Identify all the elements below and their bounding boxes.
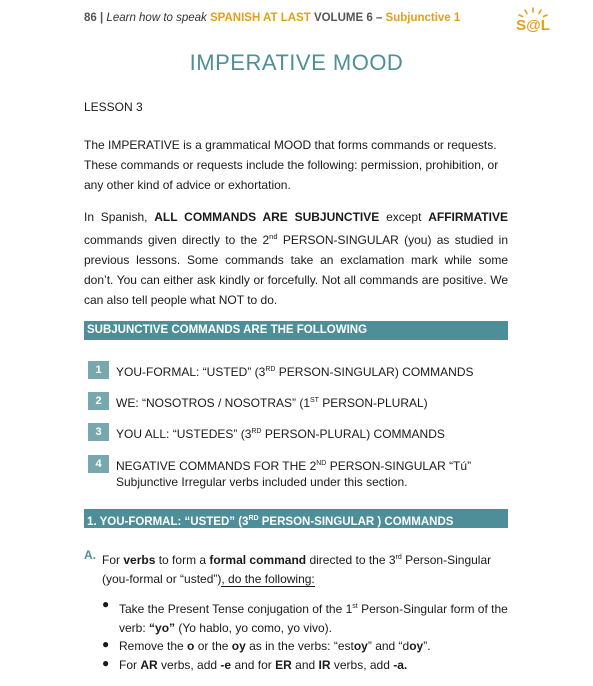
section-heading-subjunctive-commands: SUBJUNCTIVE COMMANDS ARE THE FOLLOWING [84,321,508,340]
part-a-label: A. [84,548,96,562]
list-item: YOU ALL: “USTEDES” (3RD PERSON-PLURAL) COMMANDS [116,427,445,441]
header-italic: Learn how to speak [106,12,207,24]
svg-text:S@L: S@L [516,17,550,34]
running-header [84,12,504,24]
list-item-note: Subjunctive Irregular verbs included under this section. [116,475,408,489]
section-heading-usted-commands: 1. YOU-FORMAL: “USTED” (3RD PERSON-SINGULAR ) COMMANDS [84,509,508,528]
list-item: YOU-FORMAL: “USTED” (3RD PERSON-SINGULAR) COMMANDS [116,365,474,379]
item-number-badge: 1 [88,361,109,379]
bullet-dot-icon: ● [102,656,110,670]
item-number-badge: 3 [88,423,109,441]
page-title: IMPERATIVE MOOD [189,50,404,75]
header-volume: VOLUME 6 – [313,12,383,24]
item-number-badge: 2 [88,392,109,410]
header-brand: SPANISH AT LAST [210,12,311,24]
part-a-text: For verbs to form a formal command directed to the 3rd Person-Singular (you-formal or “usted”), do the following: [102,553,492,586]
intro-paragraph: The IMPERATIVE is a grammatical MOOD that forms commands or requests. These commands or requests include the following: permission, prohibition, or any other kind of advice or exhortation. [84,138,499,192]
bullet-dot-icon: ● [102,637,110,651]
page-number: 86 | [84,12,104,24]
bullet-dot-icon: ● [102,597,110,611]
list-item: NEGATIVE COMMANDS FOR THE 2ND PERSON-SINGULAR “Tú” [116,459,472,473]
sun-logo-icon [511,6,555,34]
item-number-badge: 4 [88,455,109,473]
spanish-commands-paragraph: In Spanish, ALL COMMANDS ARE SUBJUNCTIVE except AFFIRMATIVE commands given directly to the 2nd PERSON-SINGULAR (you) as studied in previous lessons. Some commands take an exclamation mark while some don’t. You can either ask kindly or forcefully. Not all commands are positive. We can also tell people what NOT to do. [84,210,509,307]
lesson-label: LESSON 3 [84,100,143,114]
list-item: WE: “NOSOTROS / NOSOTRAS” (1ST PERSON-PLURAL) [116,396,428,410]
header-subtitle: Subjunctive 1 [385,12,461,24]
